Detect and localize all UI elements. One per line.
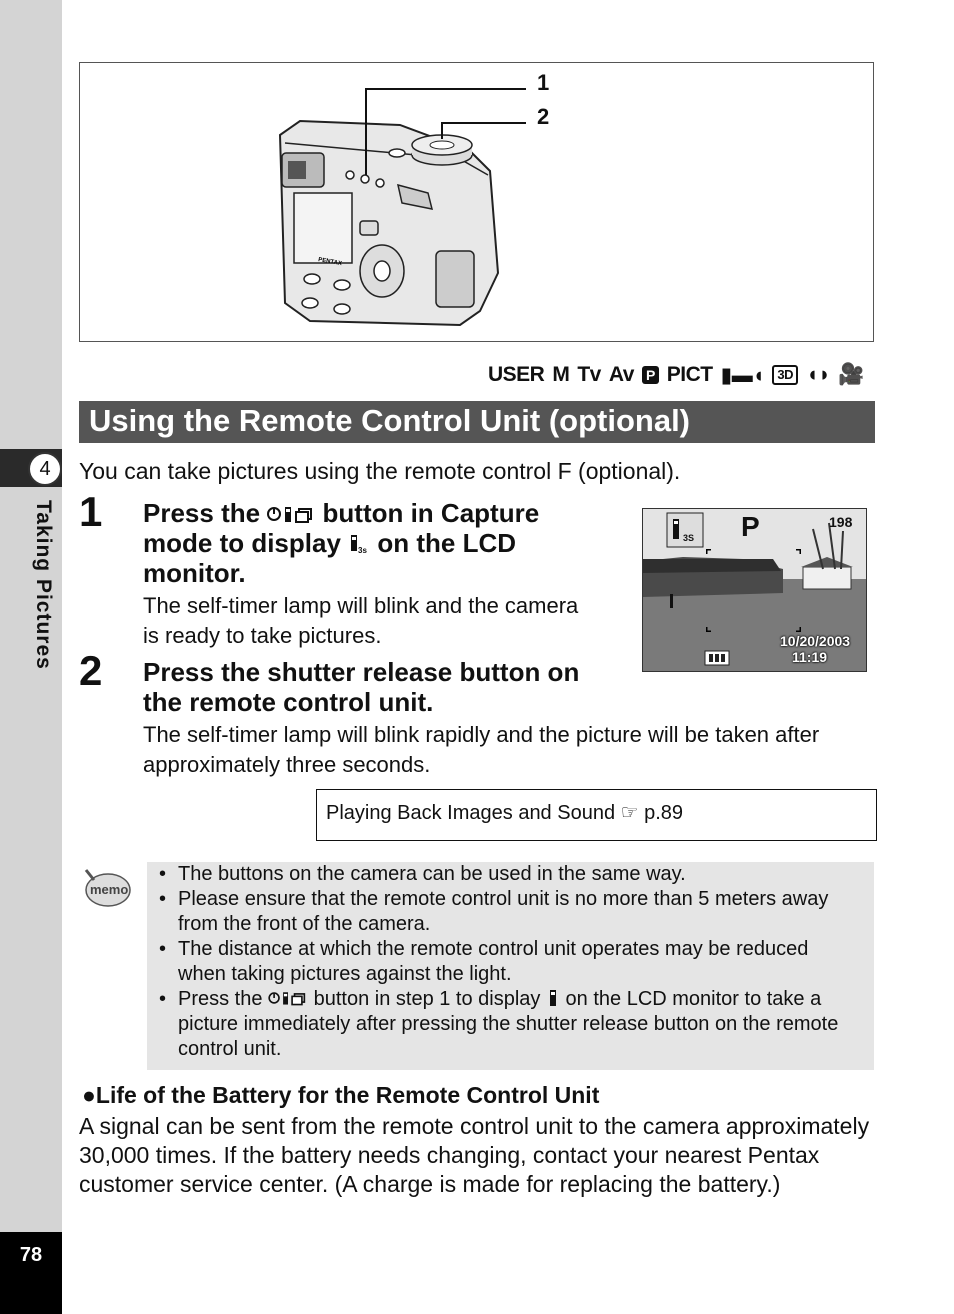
mode-av-icon: Av: [608, 363, 634, 386]
callout-1: 1: [537, 70, 550, 95]
self-timer-remote-icon: [267, 498, 315, 528]
reference-link[interactable]: Playing Back Images and Sound ☞ p.89: [326, 802, 684, 824]
memo-icon: [80, 866, 132, 910]
page-number: 78: [19, 1244, 43, 1266]
step-1-description: [143, 591, 578, 651]
step-1-desc-line-1: The self-timer lamp will blink and the camera: [143, 593, 579, 618]
camera-illustration: [80, 63, 873, 341]
memo-item: • The distance at which the remote control unit operates may be reduced when taking pictures against the light.: [157, 937, 857, 987]
memo-last-part-3: on the LCD monitor to take a picture immediately after pressing the shutter release button on the remote control unit.: [178, 988, 839, 1060]
step-1-title-text-b: button in Capture: [315, 498, 540, 528]
mode-tv-icon: Tv: [577, 363, 601, 386]
mode-3d-icon: 3D: [772, 365, 798, 385]
lcd-shots-remaining: 198: [829, 514, 853, 530]
svg-text:3s: 3s: [358, 546, 368, 555]
lcd-remote-label: 3S: [683, 533, 695, 543]
mode-program-icon: P: [642, 366, 659, 384]
mode-icon-strip: [488, 360, 864, 390]
mode-manual-icon: M: [552, 363, 570, 386]
step-2-desc-line-2: approximately three seconds.: [143, 752, 431, 777]
lcd-mode: P: [741, 511, 760, 542]
memo-icon-label: memo: [90, 882, 129, 897]
step-1-desc-line-2: is ready to take pictures.: [143, 623, 382, 648]
battery-title: [82, 1082, 599, 1109]
memo-item: • Please ensure that the remote control unit is no more than 5 meters away from the front of the camera.: [157, 887, 857, 937]
reference-box: [316, 789, 877, 841]
section-title-bar: [79, 401, 875, 443]
mode-movie-icon: 🎥: [838, 363, 865, 386]
mode-digital-filter-icon: ◖◗: [806, 363, 831, 386]
battery-title-text: Life of the Battery for the Remote Control Unit: [95, 1082, 600, 1108]
mode-pict-icon: PICT: [666, 363, 713, 386]
remote-3s-icon: [348, 528, 370, 558]
mode-panorama-icon: ▮▬◖: [720, 363, 765, 387]
bullet-icon: ●: [82, 1082, 96, 1108]
memo-item: • The buttons on the camera can be used in the same way.: [157, 862, 857, 887]
self-timer-remote-icon: [268, 988, 308, 1010]
memo-box: [147, 862, 874, 1070]
camera-figure: [79, 62, 874, 342]
step-2-title-line-2: the remote control unit.: [143, 687, 434, 717]
lcd-date: 10/20/2003: [780, 633, 851, 649]
chapter-number: 4: [28, 452, 62, 486]
intro-text: You can take pictures using the remote control F (optional).: [79, 458, 681, 484]
step-2-desc-line-1: The self-timer lamp will blink rapidly and the picture will be taken after: [143, 722, 820, 747]
chapter-title: Taking Pictures: [32, 500, 55, 670]
lcd-time: 11:19: [792, 649, 828, 665]
step-2-title-line-1: Press the shutter release button on: [143, 657, 580, 687]
step-1-title-text-c: mode to display: [143, 528, 349, 558]
battery-body: A signal can be sent from the remote control unit to the camera approximately 30,000 times. If the battery needs changing, contact your nearest Pentax customer service center. (A charge is made for replacing the battery.): [79, 1113, 870, 1197]
brand-label: PENTAX: [317, 257, 343, 268]
lcd-display: [642, 508, 867, 672]
step-2-title: [143, 657, 663, 717]
memo-last-part-2: button in step 1 to display: [308, 988, 546, 1010]
mode-user-icon: USER: [488, 363, 545, 386]
memo-last-part-1: Press the: [178, 988, 269, 1010]
step-1-title: [143, 498, 623, 588]
memo-list: [157, 862, 857, 1062]
step-1-title-text-d: on the LCD: [370, 528, 517, 558]
step-2-description: [143, 720, 819, 780]
memo-item-last: [157, 987, 857, 1062]
step-1-title-line-3: monitor.: [143, 558, 246, 588]
section-title: Using the Remote Control Unit (optional): [89, 403, 691, 438]
step-1-number: 1: [79, 488, 103, 535]
callout-2: 2: [537, 104, 550, 129]
sidebar: [0, 0, 62, 1314]
remote-icon: [546, 988, 560, 1010]
step-1-title-text-a: Press the: [143, 498, 268, 528]
step-2-number: 2: [79, 647, 103, 694]
